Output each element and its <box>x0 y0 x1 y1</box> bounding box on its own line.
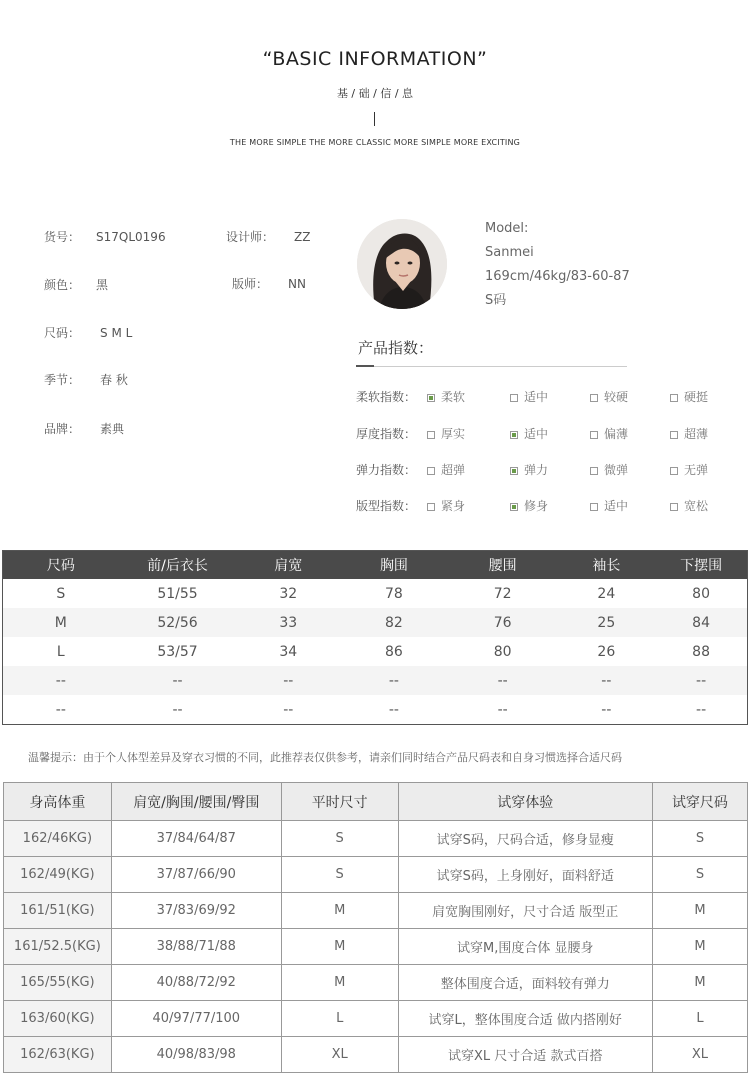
table-row <box>4 929 748 965</box>
index-option-label: 柔软 <box>441 390 466 404</box>
fitting-table-column-header: 平时尺寸 <box>281 783 398 821</box>
page-subtitle: 基 / 础 / 信 / 息 <box>336 87 414 100</box>
checkbox-icon[interactable] <box>510 394 518 402</box>
table-cell: 肩宽胸围刚好，尺寸合适 版型正 <box>398 893 652 929</box>
model-avatar <box>357 219 447 309</box>
fitting-table-column-header: 试穿体验 <box>398 783 652 821</box>
brand-value: 素典 <box>100 422 125 436</box>
table-cell: 76 <box>448 608 558 637</box>
table-cell: 40/97/77/100 <box>111 1001 281 1037</box>
table-cell: -- <box>655 666 747 695</box>
table-row <box>4 857 748 893</box>
season-label: 季节： <box>44 373 81 387</box>
size-table-column-header: 腰围 <box>448 551 558 580</box>
index-option-label: 微弹 <box>604 463 629 477</box>
table-cell: 161/51(KG) <box>4 893 112 929</box>
item-no-label: 货号： <box>44 230 81 244</box>
table-row <box>3 608 748 637</box>
table-cell: 37/87/66/90 <box>111 857 281 893</box>
table-cell: 试穿XL 尺寸合适 款式百搭 <box>398 1037 652 1073</box>
index-label: 版型指数： <box>356 499 417 513</box>
size-table-header <box>3 551 748 580</box>
index-option[interactable] <box>590 461 628 478</box>
table-cell: 161/52.5(KG) <box>4 929 112 965</box>
index-option-label: 无弹 <box>684 463 709 477</box>
brand-label: 品牌： <box>44 422 81 436</box>
table-cell: S <box>56 585 66 602</box>
color-value: 黑 <box>96 278 109 292</box>
index-option-label: 超弹 <box>441 463 466 477</box>
designer-label: 设计师： <box>226 230 275 244</box>
model-size: S码 <box>485 293 507 308</box>
table-cell: M <box>281 965 398 1001</box>
table-cell: -- <box>497 701 508 718</box>
index-option[interactable] <box>670 388 708 405</box>
table-cell: 86 <box>385 643 403 660</box>
index-option-label: 厚实 <box>441 427 466 441</box>
index-option[interactable] <box>427 497 465 514</box>
table-cell: 78 <box>385 585 403 602</box>
index-option[interactable] <box>510 497 548 514</box>
table-cell: S <box>281 821 398 857</box>
checkbox-icon[interactable] <box>670 394 678 402</box>
index-option-label: 宽松 <box>684 499 709 513</box>
fitting-table-body <box>4 821 748 1073</box>
index-option[interactable] <box>510 388 548 405</box>
table-cell: 72 <box>493 585 512 602</box>
checkbox-icon[interactable] <box>590 431 598 439</box>
size-table-column-header: 胸围 <box>340 551 448 580</box>
table-cell: -- <box>340 666 448 695</box>
model-name: Sanmei <box>485 245 534 260</box>
checkbox-icon[interactable] <box>670 503 678 511</box>
pattern-maker-label: 版师： <box>232 277 269 291</box>
table-cell: -- <box>388 701 399 718</box>
checked-box-icon[interactable] <box>427 394 435 402</box>
index-option[interactable] <box>590 388 628 405</box>
table-cell: -- <box>283 701 294 718</box>
table-cell: 82 <box>340 608 448 637</box>
index-divider-accent <box>356 365 374 367</box>
index-option[interactable] <box>670 425 708 442</box>
table-cell: 34 <box>279 643 298 660</box>
table-cell: -- <box>696 701 707 718</box>
table-cell: M <box>652 965 747 1001</box>
index-label: 厚度指数： <box>356 427 417 441</box>
index-label: 柔软指数： <box>356 390 417 404</box>
index-option-label: 适中 <box>524 427 549 441</box>
size-table-body <box>3 579 748 725</box>
checkbox-icon[interactable] <box>427 431 435 439</box>
table-row <box>3 666 748 695</box>
index-label: 弹力指数： <box>356 463 417 477</box>
table-cell: 162/63(KG) <box>4 1037 112 1073</box>
index-option[interactable] <box>427 388 465 405</box>
index-option-label: 适中 <box>604 499 629 513</box>
divider <box>374 112 375 126</box>
table-cell: 163/60(KG) <box>4 1001 112 1037</box>
checked-box-icon[interactable] <box>510 431 518 439</box>
table-cell: 24 <box>597 585 616 602</box>
table-cell: 84 <box>655 608 747 637</box>
table-cell: M <box>652 929 747 965</box>
table-cell: 25 <box>557 608 655 637</box>
index-option-label: 硬挺 <box>684 390 709 404</box>
model-info <box>485 217 630 313</box>
table-cell: 33 <box>236 608 340 637</box>
model-measurements: 169cm/46kg/83-60-87 <box>485 269 630 284</box>
table-cell: S <box>281 857 398 893</box>
tagline: THE MORE SIMPLE THE MORE CLASSIC MORE SIMPLE MORE EXCITING <box>229 138 521 147</box>
season <box>44 371 128 388</box>
designer <box>226 228 310 245</box>
table-cell: 26 <box>597 643 616 660</box>
table-cell: 80 <box>692 585 710 602</box>
index-option[interactable] <box>670 461 708 478</box>
index-title: 产品指数： <box>358 339 434 357</box>
table-cell: 37/84/64/87 <box>111 821 281 857</box>
table-cell: 53/57 <box>157 643 198 660</box>
season-value: 春 秋 <box>100 373 128 387</box>
table-cell: -- <box>448 666 558 695</box>
pattern-maker <box>232 275 306 292</box>
checkbox-icon[interactable] <box>427 503 435 511</box>
table-cell: 40/88/72/92 <box>111 965 281 1001</box>
color <box>44 276 108 293</box>
index-option[interactable] <box>590 425 628 442</box>
index-option-label: 超薄 <box>684 427 709 441</box>
table-cell: 整体围度合适，面料较有弹力 <box>398 965 652 1001</box>
index-option-label: 紧身 <box>441 499 466 513</box>
fitting-table <box>3 782 748 1073</box>
checked-box-icon[interactable] <box>510 503 518 511</box>
table-row <box>4 1037 748 1073</box>
table-cell: -- <box>601 701 612 718</box>
table-row <box>4 821 748 857</box>
index-option-label: 偏薄 <box>604 427 629 441</box>
table-cell: M <box>3 608 119 637</box>
table-row <box>4 893 748 929</box>
index-divider <box>356 366 627 367</box>
table-cell: 80 <box>493 643 512 660</box>
table-cell: 165/55(KG) <box>4 965 112 1001</box>
table-cell: -- <box>236 666 340 695</box>
table-cell: XL <box>652 1037 747 1073</box>
size-table <box>2 550 748 725</box>
table-cell: M <box>652 893 747 929</box>
size-value: S M L <box>100 326 133 340</box>
table-row <box>3 695 748 725</box>
fitting-table-column-header: 试穿尺码 <box>652 783 747 821</box>
size-label: 尺码： <box>44 326 81 340</box>
table-cell: 38/88/71/88 <box>111 929 281 965</box>
table-cell: 40/98/83/98 <box>111 1037 281 1073</box>
index-option[interactable] <box>510 425 548 442</box>
index-option[interactable] <box>670 497 708 514</box>
table-cell: L <box>56 643 65 660</box>
checkbox-icon[interactable] <box>590 503 598 511</box>
table-cell: S <box>652 821 747 857</box>
table-cell: -- <box>172 701 183 718</box>
sizing-tip: 温馨提示：由于个人体型差异及穿衣习惯的不同，此推荐表仅供参考，请亲们同时结合产品尺码表和自身习惯选择合适尺码 <box>28 751 622 764</box>
index-option[interactable] <box>510 461 548 478</box>
table-cell: 51/55 <box>157 585 198 602</box>
designer-value: ZZ <box>294 230 311 244</box>
color-label: 颜色： <box>44 278 81 292</box>
table-cell: 试穿S码，尺码合适，修身显瘦 <box>398 821 652 857</box>
fitting-table-column-header: 身高体重 <box>4 783 112 821</box>
index-option-label: 修身 <box>524 499 549 513</box>
table-cell: 试穿L，整体围度合适 做内搭刚好 <box>398 1001 652 1037</box>
fitting-table-column-header: 肩宽/胸围/腰围/臀围 <box>111 783 281 821</box>
checked-box-icon[interactable] <box>510 467 518 475</box>
table-row <box>3 579 748 608</box>
item-no <box>44 228 166 245</box>
item-no-value: S17QL0196 <box>96 230 166 244</box>
table-cell: -- <box>3 666 119 695</box>
size-table-column-header: 下摆围 <box>655 551 747 580</box>
index-option-label: 较硬 <box>604 390 629 404</box>
table-cell: S <box>652 857 747 893</box>
pattern-maker-value: NN <box>288 277 306 291</box>
table-row <box>3 637 748 666</box>
table-cell: -- <box>55 701 66 718</box>
table-cell: 37/83/69/92 <box>111 893 281 929</box>
page-title: “BASIC INFORMATION” <box>262 48 488 70</box>
checkbox-icon[interactable] <box>590 467 598 475</box>
fitting-table-header <box>4 783 748 821</box>
size-table-column-header: 袖长 <box>557 551 655 580</box>
index-option[interactable] <box>427 461 465 478</box>
table-cell: 32 <box>279 585 298 602</box>
index-option-label: 适中 <box>524 390 549 404</box>
table-cell: L <box>281 1001 398 1037</box>
index-option[interactable] <box>590 497 628 514</box>
table-cell: XL <box>281 1037 398 1073</box>
table-cell: -- <box>557 666 655 695</box>
table-cell: 162/49(KG) <box>4 857 112 893</box>
table-cell: 试穿S码，上身刚好，面料舒适 <box>398 857 652 893</box>
index-option[interactable] <box>427 425 465 442</box>
table-row <box>4 965 748 1001</box>
table-cell: L <box>652 1001 747 1037</box>
brand <box>44 420 124 437</box>
checkbox-icon[interactable] <box>670 431 678 439</box>
checkbox-icon[interactable] <box>670 467 678 475</box>
table-row <box>4 1001 748 1037</box>
checkbox-icon[interactable] <box>427 467 435 475</box>
table-cell: 88 <box>692 643 710 660</box>
model-line-1: Model: <box>485 221 529 236</box>
table-cell: 试穿M,围度合体 显腰身 <box>398 929 652 965</box>
table-cell: M <box>281 893 398 929</box>
checkbox-icon[interactable] <box>590 394 598 402</box>
size <box>44 324 132 341</box>
table-cell: M <box>281 929 398 965</box>
size-table-column-header: 尺码 <box>3 551 119 580</box>
size-table-column-header: 前/后衣长 <box>119 551 237 580</box>
table-cell: 162/46KG) <box>4 821 112 857</box>
size-table-column-header: 肩宽 <box>236 551 340 580</box>
table-cell: 52/56 <box>119 608 237 637</box>
index-option-label: 弹力 <box>524 463 549 477</box>
table-cell: -- <box>119 666 237 695</box>
